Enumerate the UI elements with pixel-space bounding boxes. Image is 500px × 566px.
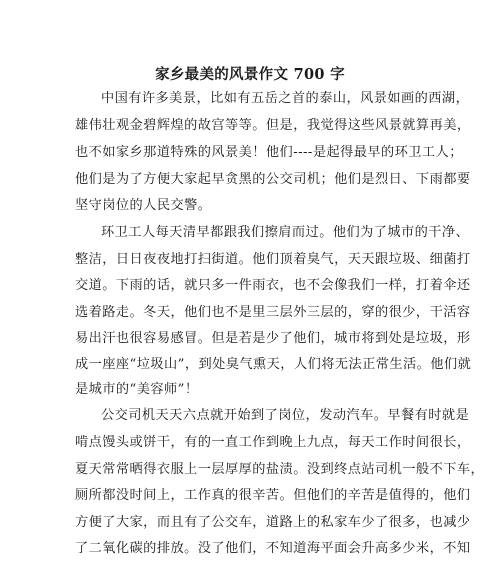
paragraph-1-line-2: 雄伟壮观金碧辉煌的故宫等等。但是，我觉得这些风景就算再美，: [75, 118, 471, 133]
paragraph-1-line-5: 坚守岗位的人民交警。: [75, 198, 212, 213]
paragraph-2-line-2: 整洁，日日夜夜地打扫街道。他们顶着臭气，天天跟垃圾、细菌打: [75, 252, 471, 267]
paragraph-3-line-5: 方便了大家，而且有了公交车，道路上的私家车少了很多，也减少: [75, 515, 471, 530]
paragraph-3-line-1: 公交司机天天六点就开始到了岗位，发动汽车。早餐有时就是: [101, 408, 470, 423]
paragraph-2-line-3: 交道。下雨的话，就只多一件雨衣，也不会像我们一样，打着伞还: [75, 278, 471, 293]
paragraph-2-line-6: 成一座座“垃圾山”，到处臭气熏天，人们将无法正常生活。他们就: [75, 357, 472, 372]
paragraph-1-line-1: 中国有许多美景，比如有五岳之首的泰山，风景如画的西湖，: [101, 91, 470, 106]
paragraph-1-line-4: 他们是为了方便大家起早贪黑的公交司机；他们是烈日、下雨都要: [75, 172, 471, 187]
document-title: 家乡最美的风景作文 700 字: [155, 66, 345, 83]
paragraph-3-line-6: 了二氧化碳的排放。没了他们，不知道海平面会升高多少米，不知: [75, 541, 471, 556]
paragraph-2-line-7: 是城市的“美容师”！: [75, 382, 199, 397]
paragraph-2-line-5: 易出汗也很容易感冒。但是若是少了他们，城市将到处是垃圾，形: [75, 331, 471, 346]
paragraph-2-line-1: 环卫工人每天清早都跟我们擦肩而过。他们为了城市的干净、: [101, 225, 470, 240]
paragraph-1-line-3: 也不如家乡那道特殊的风景美！他们----是起得最早的环卫工人；: [75, 145, 463, 160]
paragraph-2-line-4: 选着路走。冬天，他们也不是里三层外三层的，穿的很少，干活容: [75, 305, 471, 320]
paragraph-3-line-4: 厕所都没时间上，工作真的很辛苦。但他们的辛苦是值得的，他们: [75, 488, 471, 503]
paragraph-3-line-2: 啃点馒头或饼干，有的一直工作到晚上九点，每天工作时间很长，: [75, 435, 471, 450]
paragraph-3-line-3: 夏天常常晒得衣服上一层厚厚的盐渍。没到终点站司机一般不下车，: [75, 462, 485, 477]
